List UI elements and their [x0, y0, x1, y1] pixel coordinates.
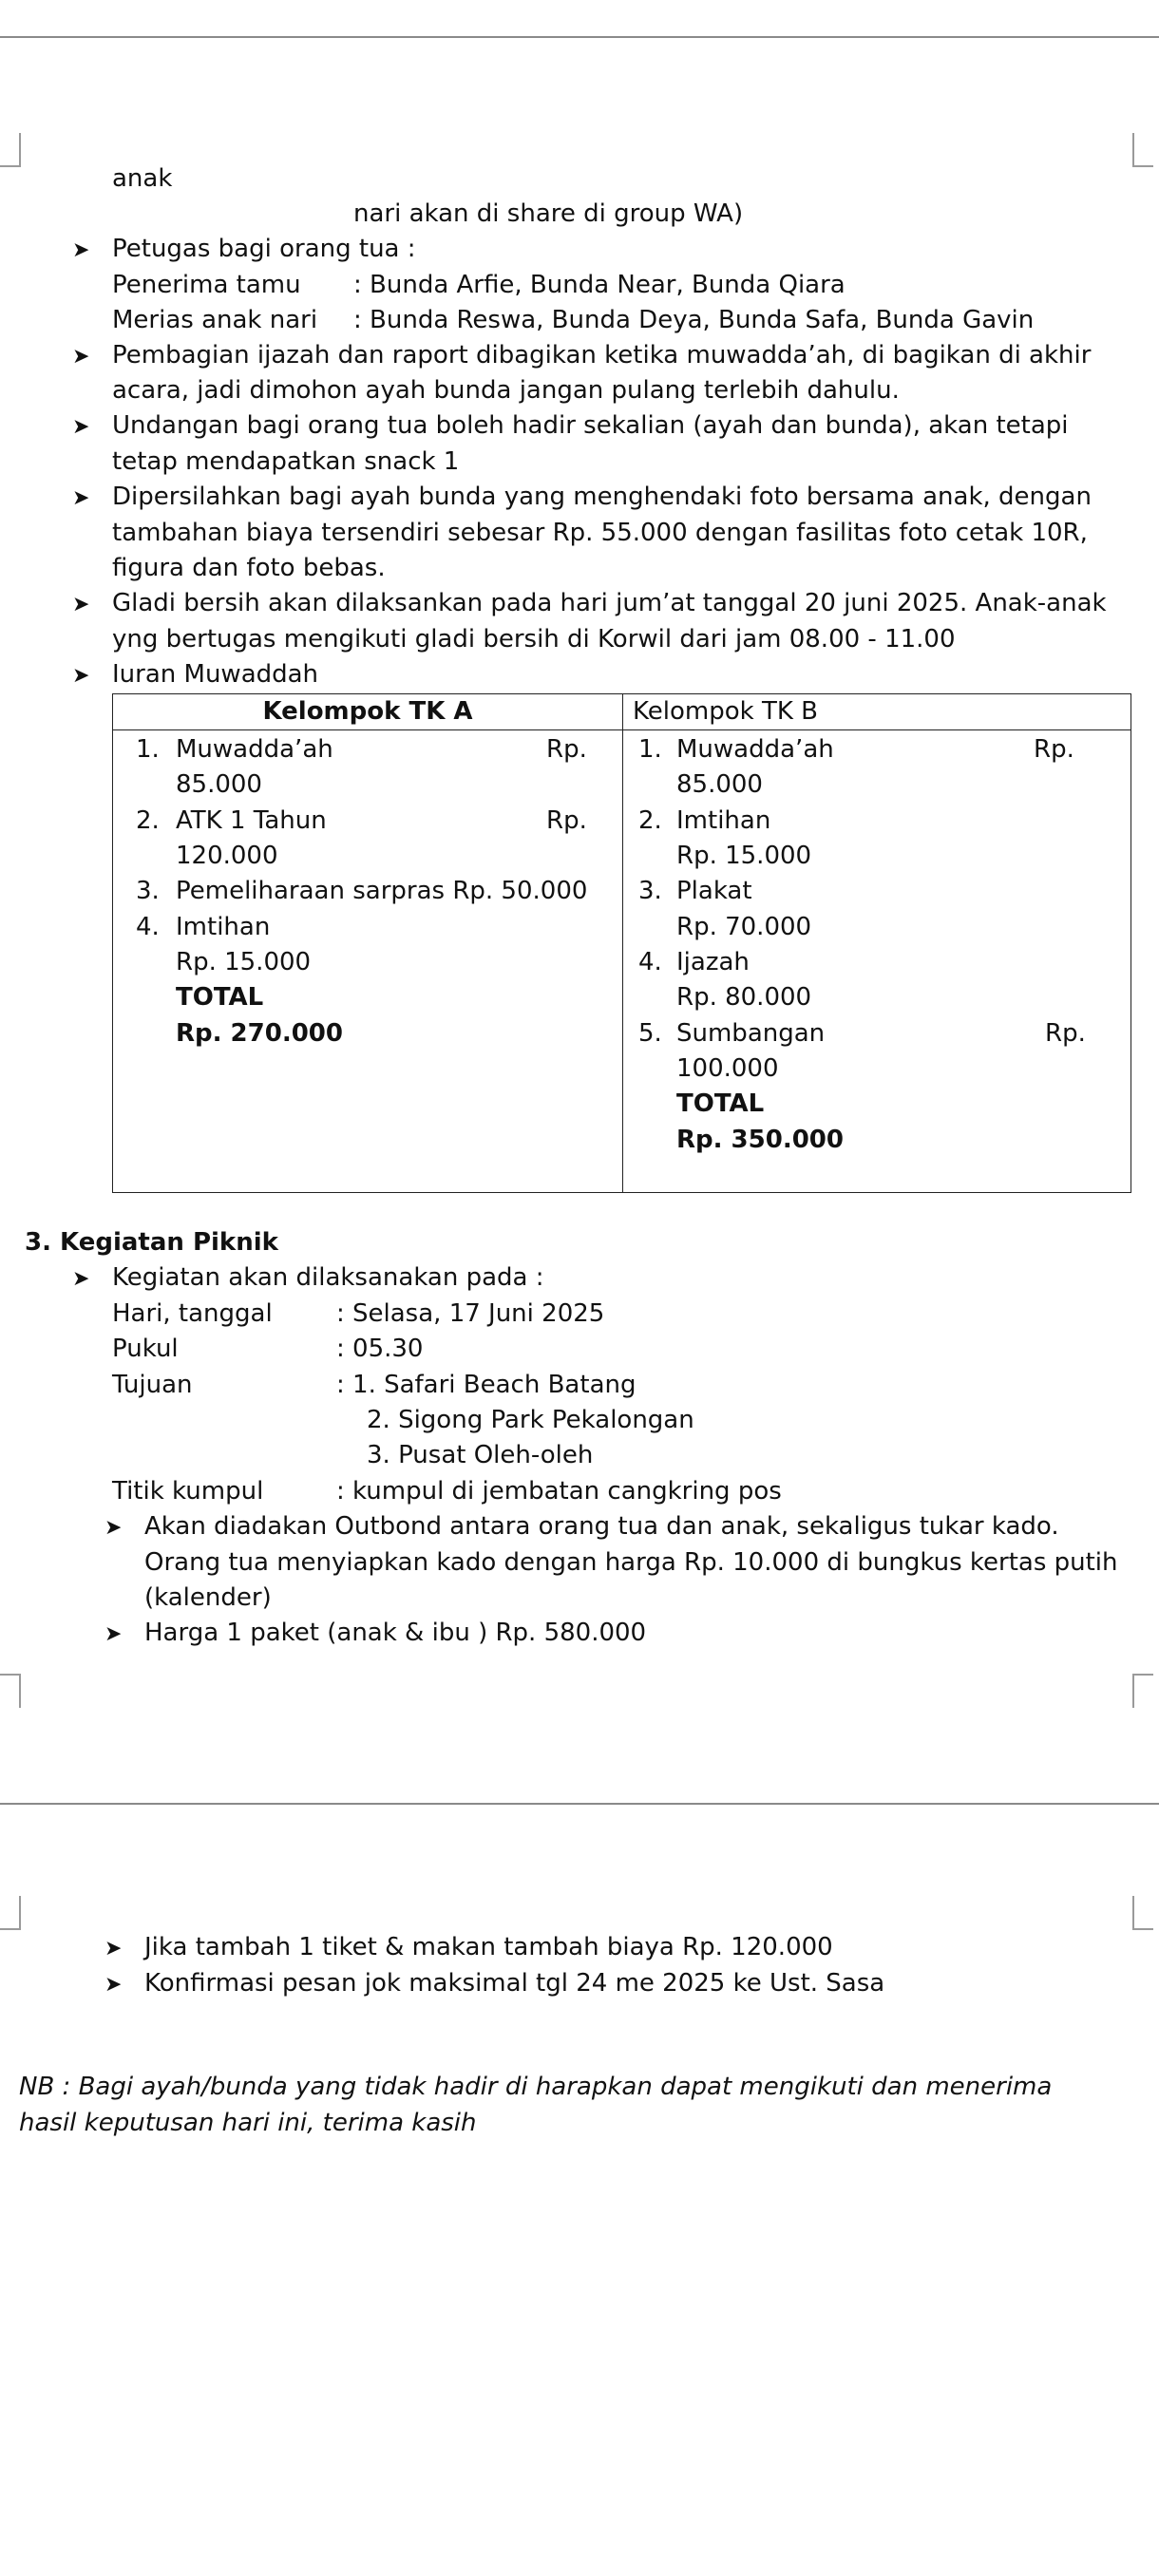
label: Pukul	[112, 1335, 179, 1363]
text-line: Kegiatan akan dilaksanakan pada :	[112, 1263, 544, 1292]
value: : 1. Safari Beach Batang	[336, 1371, 636, 1399]
text-line: (kalender)	[144, 1583, 272, 1612]
text-line: Pembagian ijazah dan raport dibagikan ketika muwadda’ah, di bagikan di akhir	[112, 341, 1092, 369]
page-corner-mark	[1132, 1896, 1153, 1930]
item-amount: 85.000	[176, 770, 262, 799]
text-line: yng bertugas mengikuti gladi bersih di Korwil dari jam 08.00 - 11.00	[112, 625, 956, 653]
value: : 05.30	[336, 1335, 424, 1363]
item-amount: Rp. 15.000	[176, 948, 312, 976]
value: : Selasa, 17 Juni 2025	[336, 1299, 605, 1328]
value: 2. Sigong Park Pekalongan	[367, 1406, 694, 1434]
item-name: Plakat	[676, 877, 752, 905]
label: Tujuan	[112, 1371, 193, 1399]
item-amount: 100.000	[676, 1054, 779, 1083]
label: Penerima tamu	[112, 271, 301, 299]
value: : kumpul di jembatan cangkring pos	[336, 1477, 782, 1506]
item-name: Sumbangan	[676, 1019, 826, 1048]
value: 3. Pusat Oleh-oleh	[367, 1441, 594, 1469]
text-line: Jika tambah 1 tiket & makan tambah biaya Rp. 120.000	[144, 1933, 833, 1961]
arrow-bullet-icon: ➤	[72, 1267, 90, 1291]
total-amount: Rp. 270.000	[176, 1019, 343, 1048]
item-currency: Rp.	[1034, 735, 1074, 764]
item-number: 3.	[136, 877, 160, 905]
text-line: tetap mendapatkan snack 1	[112, 447, 460, 476]
page-corner-mark	[0, 1896, 21, 1930]
table-header-tk-a: Kelompok TK A	[113, 694, 623, 730]
arrow-bullet-icon: ➤	[72, 593, 90, 616]
total-amount: Rp. 350.000	[676, 1126, 844, 1154]
text-line: Dipersilahkan bagi ayah bunda yang menghendaki foto bersama anak, dengan	[112, 483, 1092, 511]
item-name: Imtihan	[176, 913, 271, 941]
arrow-bullet-icon: ➤	[104, 1937, 123, 1960]
item-number: 1.	[136, 735, 160, 764]
arrow-bullet-icon: ➤	[104, 1622, 123, 1646]
text-line: nari akan di share di group WA)	[353, 199, 744, 228]
item-name: Ijazah	[676, 948, 750, 976]
page-corner-mark	[0, 1674, 21, 1708]
item-currency: Rp.	[1045, 1019, 1086, 1048]
text-line: acara, jadi dimohon ayah bunda jangan pulang terlebih dahulu.	[112, 376, 900, 405]
text-line: anak	[112, 164, 173, 193]
label: Titik kumpul	[112, 1477, 264, 1506]
page-break-rule	[0, 1803, 1159, 1805]
page-corner-mark	[0, 133, 21, 167]
text-line: Gladi bersih akan dilaksankan pada hari jum’at tanggal 20 juni 2025. Anak-anak	[112, 589, 1107, 617]
page-top-rule	[0, 36, 1159, 38]
item-amount: 120.000	[176, 842, 278, 870]
arrow-bullet-icon: ➤	[72, 664, 90, 688]
text-line: Konfirmasi pesan jok maksimal tgl 24 me 2025 ke Ust. Sasa	[144, 1969, 885, 1998]
label: Merias anak nari	[112, 306, 318, 334]
nb-note: hasil keputusan hari ini, terima kasih	[19, 2109, 477, 2137]
label: Hari, tanggal	[112, 1299, 273, 1328]
text-line: Harga 1 paket (anak & ibu ) Rp. 580.000	[144, 1619, 647, 1647]
item-name: Muwadda’ah	[676, 735, 834, 764]
total-label: TOTAL	[176, 983, 264, 1012]
item-number: 2.	[136, 806, 160, 835]
arrow-bullet-icon: ➤	[104, 1516, 123, 1540]
text-line: Akan diadakan Outbond antara orang tua dan anak, sekaligus tukar kado.	[144, 1512, 1059, 1541]
text-line: tambahan biaya tersendiri sebesar Rp. 55.000 dengan fasilitas foto cetak 10R,	[112, 519, 1088, 547]
arrow-bullet-icon: ➤	[72, 238, 90, 262]
table-header-tk-b: Kelompok TK B	[623, 694, 1131, 730]
item-amount: 85.000	[676, 770, 763, 799]
item-name: Muwadda’ah	[176, 735, 333, 764]
table-cell-tk-a	[113, 730, 623, 1193]
item-currency: Rp.	[546, 806, 587, 835]
text-line: Orang tua menyiapkan kado dengan harga Rp. 10.000 di bungkus kertas putih	[144, 1548, 1118, 1577]
text-line: figura dan foto bebas.	[112, 554, 386, 582]
value: : Bunda Arfie, Bunda Near, Bunda Qiara	[353, 271, 846, 299]
item-amount: Rp. 15.000	[676, 842, 812, 870]
item-number: 3.	[638, 877, 662, 905]
arrow-bullet-icon: ➤	[72, 415, 90, 439]
arrow-bullet-icon: ➤	[72, 345, 90, 369]
item-currency: Rp.	[546, 735, 587, 764]
text-line: Petugas bagi orang tua :	[112, 235, 416, 263]
item-number: 4.	[136, 913, 160, 941]
arrow-bullet-icon: ➤	[72, 486, 90, 510]
item-name: Pemeliharaan sarpras Rp. 50.000	[176, 877, 588, 905]
item-number: 4.	[638, 948, 662, 976]
page-corner-mark	[1132, 1674, 1153, 1708]
nb-note: NB : Bagi ayah/bunda yang tidak hadir di harapkan dapat mengikuti dan menerima	[19, 2073, 1053, 2101]
text-line: Iuran Muwaddah	[112, 660, 319, 689]
item-number: 2.	[638, 806, 662, 835]
table-cell-tk-b	[623, 730, 1131, 1193]
text-line: Undangan bagi orang tua boleh hadir sekalian (ayah dan bunda), akan tetapi	[112, 411, 1069, 440]
item-name: Imtihan	[676, 806, 771, 835]
item-amount: Rp. 70.000	[676, 913, 812, 941]
item-number: 1.	[638, 735, 662, 764]
total-label: TOTAL	[676, 1089, 765, 1118]
item-number: 5.	[638, 1019, 662, 1048]
item-name: ATK 1 Tahun	[176, 806, 327, 835]
iuran-table	[112, 693, 1131, 1193]
arrow-bullet-icon: ➤	[104, 1973, 123, 1997]
item-amount: Rp. 80.000	[676, 983, 812, 1012]
page-corner-mark	[1132, 133, 1153, 167]
section-heading: 3. Kegiatan Piknik	[25, 1228, 278, 1257]
value: : Bunda Reswa, Bunda Deya, Bunda Safa, Bunda Gavin	[353, 306, 1035, 334]
